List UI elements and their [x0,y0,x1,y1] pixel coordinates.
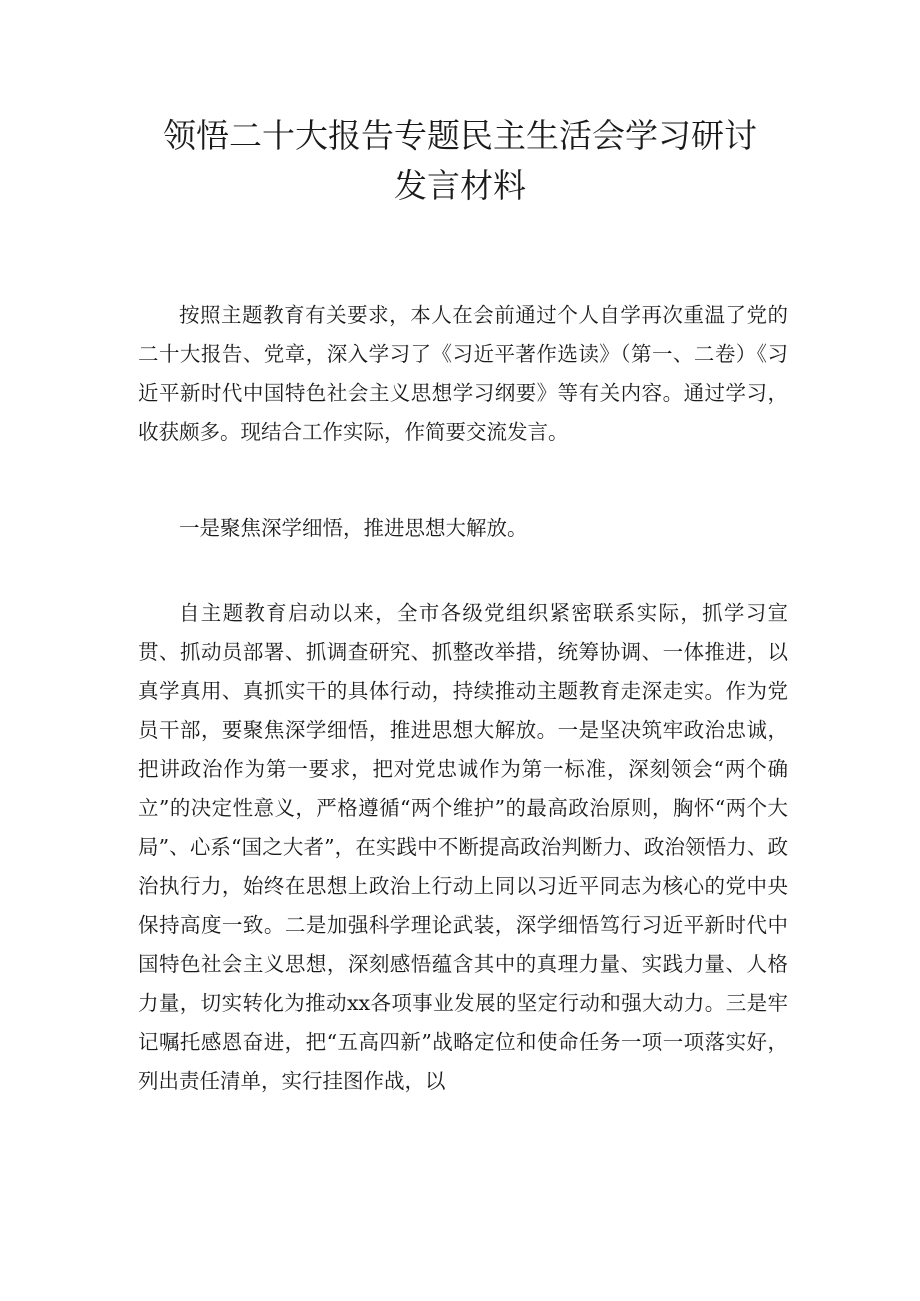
document-title-line-2: 发言材料 [394,166,526,205]
document-title-line-1: 领悟二十大报告专题民主生活会学习研讨 [163,116,757,155]
section-heading-1: 一是聚焦深学细悟，推进思想大解放。 [179,516,528,540]
body-paragraph-intro: 按照主题教育有关要求，本人在会前通过个人自学再次重温了党的二十大报告、党章，深入学习了《习近平著作选读》（第一、二卷）《习近平新时代中国特色社会主义思想学习纲要》等有关内容。通过学习，收获颇多。现结合工作实际，作简要交流发言。 [138,303,788,444]
body-paragraph-section-1: 自主题教育启动以来，全市各级党组织紧密联系实际，抓学习宣贯、抓动员部署、抓调查研究、抓整改举措，统筹协调、一体推进，以真学真用、真抓实干的具体行动，持续推动主题教育走深走实。作为党员干部，要聚焦深学细悟，推进思想大解放。一是坚决筑牢政治忠诚，把讲政治作为第一要求，把对党忠诚作为第一标准，深刻领会“两个确立”的决定性意义，严格遵循“两个维护”的最高政治原则，胸怀“两个大局”、心系“国之大者”，在实践中不断提高政治判断力、政治领悟力、政治执行力，始终在思想上政治上行动上同以习近平同志为核心的党中央保持高度一致。二是加强科学理论武装，深学细悟笃行习近平新时代中国特色社会主义思想，深刻感悟蕴含其中的真理力量、实践力量、人格力量，切实转化为推动xx各项事业发展的坚定行动和强大动力。三是牢记嘱托感恩奋进，把“五高四新”战略定位和使命任务一项一项落实好，列出责任清单，实行挂图作战，以 [138,601,788,1093]
